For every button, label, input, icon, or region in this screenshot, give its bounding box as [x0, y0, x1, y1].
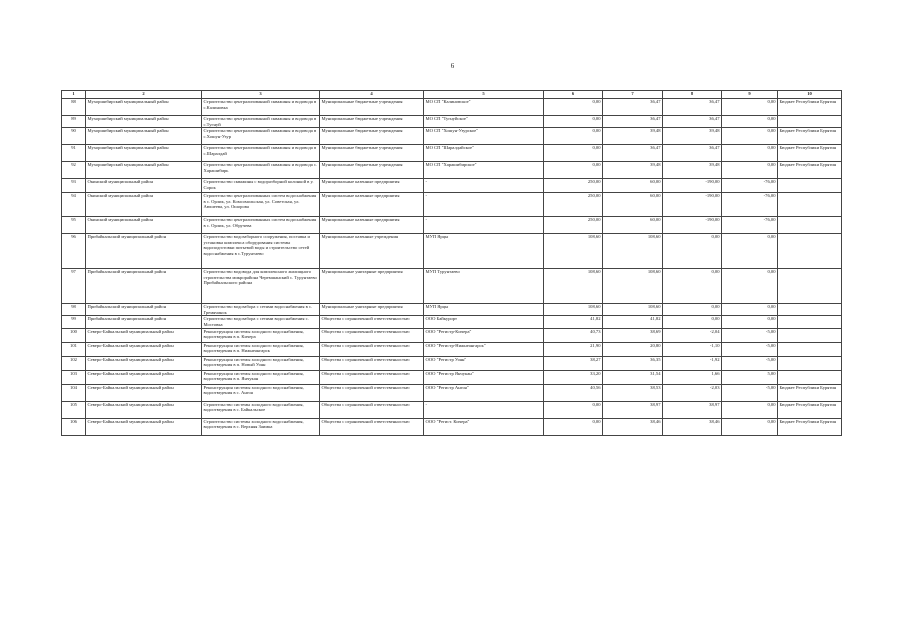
column-header: 7 [603, 91, 663, 99]
table-row [62, 116, 842, 128]
table-cell: Мухоршибирский муниципальный район [86, 99, 202, 116]
table-cell: 0,00 [722, 162, 778, 179]
table-cell: Мухоршибирский муниципальный район [86, 116, 202, 128]
table-cell: 96 [62, 234, 86, 269]
table-cell: Строительство системы холодного водоснабжения, водоотведения в с. Байкальское [202, 401, 320, 418]
table-cell: Бюджет Республики Бурятия [778, 99, 842, 116]
table-cell: Муниципальные бюджетные учреждения [320, 162, 424, 179]
table-cell: 38,97 [603, 401, 663, 418]
table-cell: ООО "Регистр-Нижнеангарск" [424, 342, 544, 356]
page-number: 6 [450, 62, 455, 70]
table-cell: ООО "Регистр Уоян" [424, 356, 544, 370]
table-row [62, 342, 842, 356]
table-cell: Общества с ограниченной ответственностью [320, 384, 424, 401]
table-cell: 0,00 [722, 145, 778, 162]
column-header: 1 [62, 91, 86, 99]
table-cell: -5,00 [722, 342, 778, 356]
table-cell: 38,46 [603, 418, 663, 435]
table-row [62, 99, 842, 116]
table-cell: МО СП "Хошун-Узурское" [424, 128, 544, 145]
table-cell [778, 356, 842, 370]
table-row [62, 384, 842, 401]
table-cell: Реконструкция системы холодного водоснабжения, водоотведения в п. Кичера [202, 328, 320, 342]
table-cell: 21,90 [544, 342, 603, 356]
table-cell: 31,54 [603, 370, 663, 384]
table-cell: 36,47 [663, 116, 722, 128]
table-row [62, 193, 842, 217]
table-cell: 0,00 [544, 116, 603, 128]
column-header: 5 [424, 91, 544, 99]
table-cell: Прибайкальский муниципальный район [86, 234, 202, 269]
table-cell: 39,48 [663, 162, 722, 179]
table-row [62, 234, 842, 269]
table-cell: 108,60 [603, 234, 663, 269]
table-cell: 0,00 [544, 99, 603, 116]
table-cell: 98 [62, 304, 86, 316]
table-cell: - [424, 401, 544, 418]
table-row [62, 128, 842, 145]
table-cell: Северо-Байкальский муниципальный район [86, 370, 202, 384]
table-row [62, 401, 842, 418]
table-cell: 33,20 [544, 370, 603, 384]
table-cell: Муниципальные бюджетные учреждения [320, 99, 424, 116]
table-cell: 106 [62, 418, 86, 435]
table-cell: Бюджет Республики Бурятия [778, 401, 842, 418]
table-cell: Муниципальные бюджетные учреждения [320, 128, 424, 145]
table-cell: Строительство скважины с водоразборной колонкой в у. Сорок [202, 179, 320, 193]
table-row [62, 269, 842, 304]
table-cell: 0,00 [544, 145, 603, 162]
table-cell: МУП Ярцы [424, 304, 544, 316]
table-cell: Муниципальные казенные предприятия [320, 217, 424, 234]
table-cell: Реконструкция системы холодного водоснабжения, водоотведения в п. Нижнеангарск [202, 342, 320, 356]
table-cell: Северо-Байкальский муниципальный район [86, 342, 202, 356]
table-cell: ООО "Регистр Ангоя" [424, 384, 544, 401]
table-cell: 93 [62, 179, 86, 193]
table-cell: Строительство водозаборного сооружения, поставка и установка комплекса оборудования системы водоподготовки питьевой воды и строительство сетей водоснабжения в с.Турунтаево [202, 234, 320, 269]
table-cell: 41,82 [603, 316, 663, 328]
table-cell: 0,00 [722, 304, 778, 316]
table-cell: 36,47 [603, 116, 663, 128]
table-cell: Строительство централизованной скважины и водовода в с.Калиновка [202, 99, 320, 116]
table-cell: Северо-Байкальский муниципальный район [86, 401, 202, 418]
table-cell: -1,10 [663, 342, 722, 356]
table-cell: 102 [62, 356, 86, 370]
table-cell: Строительство водовода для комплексного жилищного строительства микрорайона Черемшанский с. Турунтаево Прибайкальского района [202, 269, 320, 304]
table-cell: 38,46 [663, 418, 722, 435]
table-cell: 60,00 [603, 193, 663, 217]
table-cell: Общества с ограниченной ответственностью [320, 370, 424, 384]
table-cell: -2,04 [663, 328, 722, 342]
table-cell [778, 217, 842, 234]
table-cell: 60,00 [603, 217, 663, 234]
table-row [62, 145, 842, 162]
table-cell: 39,48 [603, 128, 663, 145]
table-cell: 108,60 [544, 304, 603, 316]
table-cell: 0,00 [722, 316, 778, 328]
table-cell: -190,00 [663, 179, 722, 193]
table-cell: 108,60 [603, 269, 663, 304]
table-cell: Строительство централизованных систем водоснабжения в с. Орлик, ул. Обручева [202, 217, 320, 234]
table-row [62, 304, 842, 316]
table-cell: -190,00 [663, 193, 722, 217]
table-cell: 0,00 [722, 401, 778, 418]
table-cell: 0,00 [722, 269, 778, 304]
column-header: 4 [320, 91, 424, 99]
table-cell: 36,47 [663, 99, 722, 116]
table-cell: Общества с ограниченной ответственностью [320, 328, 424, 342]
table-cell [778, 316, 842, 328]
header-row [62, 91, 842, 99]
table-cell: 0,00 [544, 128, 603, 145]
table-cell: Строительство централизованных систем водоснабжения в с. Орлик, ул. Комсомольская, ул. Советская, ул. Аюшеева, ул. Ошорова [202, 193, 320, 217]
table-cell: Прибайкальский муниципальный район [86, 304, 202, 316]
table-row [62, 328, 842, 342]
table-cell: 0,00 [544, 162, 603, 179]
table-cell: Муниципальные бюджетные учреждения [320, 145, 424, 162]
table-cell: 99 [62, 316, 86, 328]
table-cell: 108,60 [544, 269, 603, 304]
table-cell: ООО Байкурорт [424, 316, 544, 328]
table-cell [778, 179, 842, 193]
table-cell: 60,00 [603, 179, 663, 193]
table-cell: -5,00 [722, 384, 778, 401]
column-header: 6 [544, 91, 603, 99]
table-cell: Бюджет Республики Бурятия [778, 384, 842, 401]
table-cell: 39,48 [603, 162, 663, 179]
table-cell: - [424, 217, 544, 234]
table-cell: Общества с ограниченной ответственностью [320, 316, 424, 328]
table-cell: Прибайкальский муниципальный район [86, 269, 202, 304]
table-cell: 250,00 [544, 193, 603, 217]
table-cell: 94 [62, 193, 86, 217]
table-cell: 0,00 [722, 234, 778, 269]
table-cell: Окинский муниципальный район [86, 217, 202, 234]
table-cell: -76,00 [722, 193, 778, 217]
table-cell: МУП Турунтаево [424, 269, 544, 304]
table-cell: Реконструкция системы холодного водоснабжения, водоотведения в п. Новый Уоян [202, 356, 320, 370]
table-cell: -190,00 [663, 217, 722, 234]
table-cell: МО СП "Шаралдайское" [424, 145, 544, 162]
table-cell: Бюджет Республики Бурятия [778, 145, 842, 162]
table-cell: МУП Ярцы [424, 234, 544, 269]
table-cell: Северо-Байкальский муниципальный район [86, 418, 202, 435]
table-cell: 100 [62, 328, 86, 342]
table-cell: 40,56 [544, 384, 603, 401]
table-cell [778, 234, 842, 269]
table-cell: 101 [62, 342, 86, 356]
table-row [62, 179, 842, 193]
column-header: 3 [202, 91, 320, 99]
table-cell: Муниципальные унитарные предприятия [320, 269, 424, 304]
table-cell: 91 [62, 145, 86, 162]
table-cell: Бюджет Республики Бурятия [778, 162, 842, 179]
table-row [62, 418, 842, 435]
table-cell: 0,00 [722, 128, 778, 145]
table-cell: 103 [62, 370, 86, 384]
table-cell: 97 [62, 269, 86, 304]
table-cell: Мухоршибирский муниципальный район [86, 145, 202, 162]
table-cell: МО СП "Харашибирское" [424, 162, 544, 179]
table-row [62, 162, 842, 179]
table-cell: 89 [62, 116, 86, 128]
table-cell: Общества с ограниченной ответственностью [320, 418, 424, 435]
table-cell: 90 [62, 128, 86, 145]
table-cell: 36,47 [663, 145, 722, 162]
table-cell: 0,00 [722, 99, 778, 116]
table-cell: -76,00 [722, 179, 778, 193]
table-cell: 105 [62, 401, 86, 418]
table-cell: Строительство централизованной скважины и водовода с. Харашибирь [202, 162, 320, 179]
table-cell [778, 116, 842, 128]
table-cell: 39,48 [663, 128, 722, 145]
table-cell: Строительство централизованной скважины и водовода в с.Тугнуй [202, 116, 320, 128]
column-header: 10 [778, 91, 842, 99]
table-cell: Реконструкция системы холодного водоснабжения, водоотведения в п. Янчукан [202, 370, 320, 384]
table-cell: 38,69 [603, 328, 663, 342]
table-cell: 38,53 [603, 384, 663, 401]
table-cell: -2,03 [663, 384, 722, 401]
table-cell: Строительство водозабора с сетями водоснабжения в с. Гремячинск [202, 304, 320, 316]
table-cell: -5,00 [722, 328, 778, 342]
table-cell: 38,97 [663, 401, 722, 418]
table-cell: Мухоршибирский муниципальный район [86, 128, 202, 145]
table-cell: Муниципальные бюджетные учреждения [320, 116, 424, 128]
table-cell: Общества с ограниченной ответственностью [320, 401, 424, 418]
table-cell: 92 [62, 162, 86, 179]
table-cell: 108,60 [603, 304, 663, 316]
table-cell [778, 193, 842, 217]
table-row [62, 316, 842, 328]
data-table [61, 90, 842, 436]
table-cell: 0,00 [544, 401, 603, 418]
table-cell: 40,73 [544, 328, 603, 342]
table-cell [778, 342, 842, 356]
table-cell: 36,47 [603, 99, 663, 116]
table-cell: 36,47 [603, 145, 663, 162]
table-cell: Строительство водозабора с сетями водоснабжения с. Мостовка [202, 316, 320, 328]
table-cell [778, 370, 842, 384]
table-cell: Муниципальные казенные предприятия [320, 193, 424, 217]
table-cell: 250,00 [544, 217, 603, 234]
table-cell: Общества с ограниченной ответственностью [320, 342, 424, 356]
table-cell: 108,60 [544, 234, 603, 269]
table-cell: Строительство централизованной скважины и водовода в с.Хошун-Узур [202, 128, 320, 145]
table-cell: Общества с ограниченной ответственностью [320, 356, 424, 370]
table-cell: Мухоршибирский муниципальный район [86, 162, 202, 179]
table-cell: Муниципальные казенные предприятия [320, 179, 424, 193]
table-row [62, 217, 842, 234]
table-cell: Муниципальные унитарные предприятия [320, 304, 424, 316]
table-cell [778, 328, 842, 342]
table-cell: 36,35 [603, 356, 663, 370]
table-cell: 1,66 [663, 370, 722, 384]
table-cell: 0,00 [663, 269, 722, 304]
table-cell: Окинский муниципальный район [86, 193, 202, 217]
table-cell: ООО "Регистр Янчукан" [424, 370, 544, 384]
column-header: 9 [722, 91, 778, 99]
table-cell [778, 304, 842, 316]
table-cell: - [424, 193, 544, 217]
table-cell: -76,00 [722, 217, 778, 234]
table-cell: 0,00 [722, 116, 778, 128]
table-cell: 0,00 [663, 316, 722, 328]
table-cell: -5,00 [722, 356, 778, 370]
table-cell: 88 [62, 99, 86, 116]
table-cell: 0,00 [544, 418, 603, 435]
table-cell: ООО "Регист. Кичера" [424, 418, 544, 435]
table-cell: Северо-Байкальский муниципальный район [86, 356, 202, 370]
table-cell: 41,82 [544, 316, 603, 328]
column-header: 8 [663, 91, 722, 99]
table-cell: ООО "Регистр-Кичера" [424, 328, 544, 342]
table-cell: Строительство централизованной скважины и водовода в с.Шаралдай [202, 145, 320, 162]
table-cell: Бюджет Республики Бурятия [778, 128, 842, 145]
table-cell: Бюджет Республики Бурятия [778, 418, 842, 435]
table-cell: 0,00 [663, 234, 722, 269]
table-row [62, 370, 842, 384]
table-cell: Муниципальные казенные учреждения [320, 234, 424, 269]
table-cell: Строительство системы холодного водоснабжения, водоотведения в с. Верхняя Заимка [202, 418, 320, 435]
table-cell: Реконструкция системы холодного водоснабжения, водоотведения в с. Ангоя [202, 384, 320, 401]
table-cell: 0,00 [663, 304, 722, 316]
table-cell: 20,80 [603, 342, 663, 356]
table-cell: 95 [62, 217, 86, 234]
table-cell: Окинский муниципальный район [86, 179, 202, 193]
column-header: 2 [86, 91, 202, 99]
table-row [62, 356, 842, 370]
table-cell: 0,00 [722, 418, 778, 435]
table-cell: -1,92 [663, 356, 722, 370]
table-cell: Северо-Байкальский муниципальный район [86, 384, 202, 401]
table-cell: 38,27 [544, 356, 603, 370]
table-cell: МО СП "Тугнуйское" [424, 116, 544, 128]
table-cell: МО СП "Калиновское" [424, 99, 544, 116]
table-cell: - [424, 179, 544, 193]
table-cell: Северо-Байкальский муниципальный район [86, 328, 202, 342]
table-cell [778, 269, 842, 304]
table-cell: 104 [62, 384, 86, 401]
table-cell: Прибайкальский муниципальный район [86, 316, 202, 328]
table-cell: 5,00 [722, 370, 778, 384]
table-cell: 250,00 [544, 179, 603, 193]
